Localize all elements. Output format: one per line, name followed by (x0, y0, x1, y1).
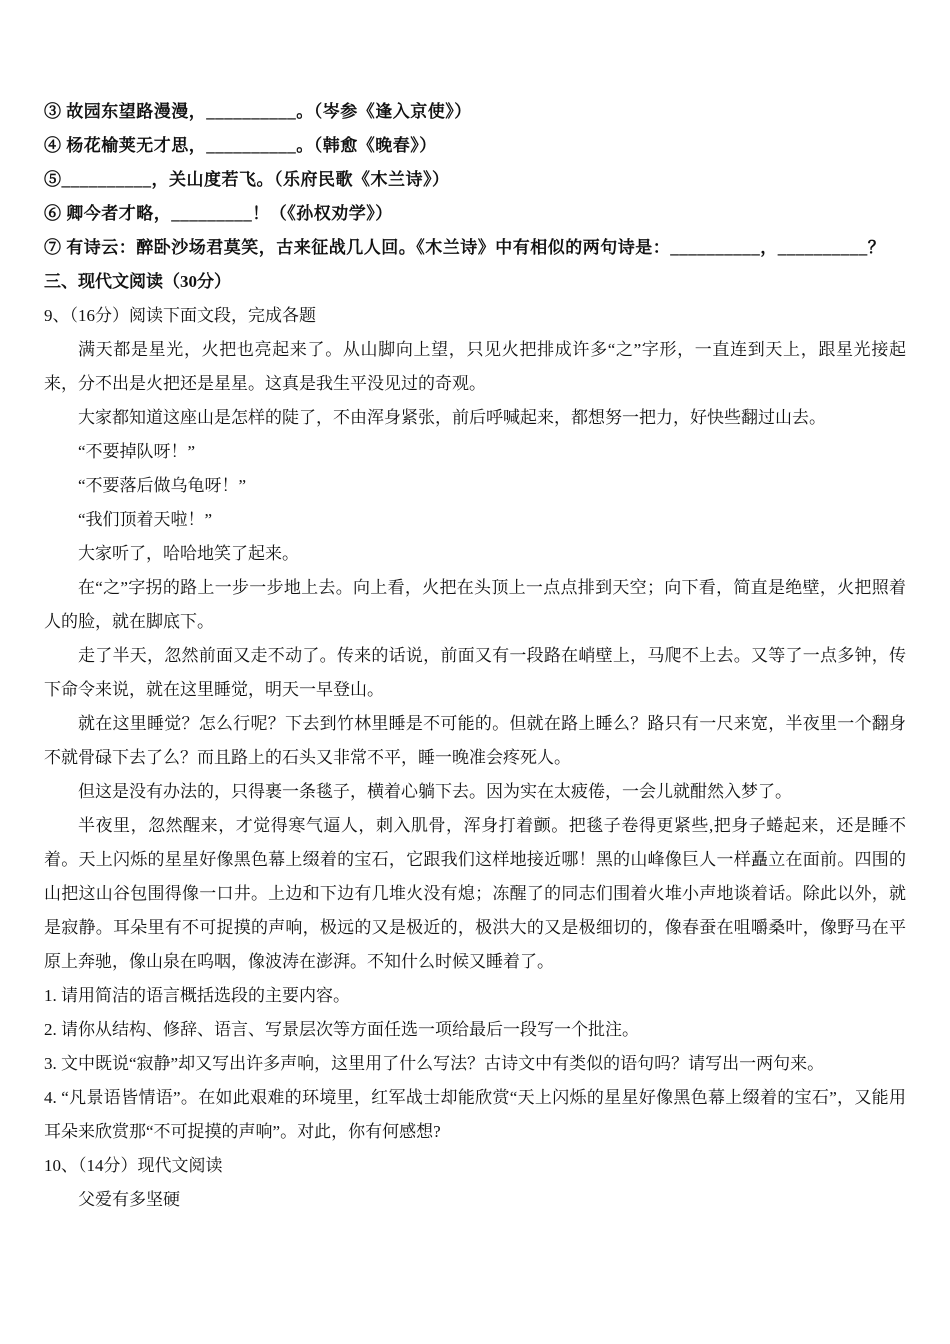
passage-paragraph: 但这是没有办法的，只得裹一条毯子，横着心躺下去。因为实在太疲倦，一会儿就酣然入梦了。 (78, 782, 792, 801)
fill-blank-item-4: ④ 杨花榆荚无才思，__________。（韩愈《晚春》） (44, 136, 437, 155)
section-heading-modern-reading: 三、现代文阅读（30分） (44, 272, 231, 291)
passage-dialogue-line: “不要掉队呀！” (78, 442, 196, 461)
question10-passage-title: 父爱有多坚硬 (78, 1190, 180, 1209)
question9-subquestion-2: 2. 请你从结构、修辞、语言、写景层次等方面任选一项给最后一段写一个批注。 (44, 1020, 639, 1039)
passage-paragraph: 大家听了，哈哈地笑了起来。 (78, 544, 299, 563)
passage-paragraph: 大家都知道这座山是怎样的陡了，不由浑身紧张，前后呼喊起来，都想努一把力，好快些翻过山去。 (78, 408, 826, 427)
fill-blank-item-5: ⑤__________，关山度若飞。（乐府民歌《木兰诗》） (44, 170, 450, 189)
question9-subquestion-4: 4. “凡景语皆情语”。在如此艰难的环境里，红军战士却能欣赏“天上闪烁的星星好像黑色幕上缀着的宝石”，又能用耳朵来欣赏那“不可捉摸的声响”。对此，你有何感想? (44, 1088, 906, 1141)
question9-header: 9、（16分）阅读下面文段，完成各题 (44, 306, 316, 325)
question10-header: 10、（14分）现代文阅读 (44, 1156, 223, 1175)
passage-dialogue-line: “我们顶着天啦！” (78, 510, 213, 529)
question9-subquestion-3: 3. 文中既说“寂静”却又写出许多声响，这里用了什么写法？古诗文中有类似的语句吗？请写出一两句来。 (44, 1054, 825, 1073)
fill-blank-item-7: ⑦ 有诗云：醉卧沙场君莫笑，古来征战几人回。《木兰诗》中有相似的两句诗是：__________，__________？ (44, 238, 886, 257)
fill-blank-item-6: ⑥ 卿今者才略，_________！（《孙权劝学》） (44, 204, 393, 223)
passage-paragraph: 走了半天，忽然前面又走不动了。传来的话说，前面又有一段路在峭壁上，马爬不上去。又等了一点多钟，传下命令来说，就在这里睡觉，明天一早登山。 (44, 646, 906, 699)
fill-blank-item-3: ③ 故园东望路漫漫，__________。（岑参《逢入京使》） (44, 102, 472, 121)
passage-paragraph: 在“之”字拐的路上一步一步地上去。向上看，火把在头顶上一点点排到天空；向下看，简直是绝壁，火把照着人的脸，就在脚底下。 (44, 578, 906, 631)
passage-dialogue-line: “不要落后做乌龟呀！” (78, 476, 247, 495)
question9-subquestion-1: 1. 请用简洁的语言概括选段的主要内容。 (44, 986, 350, 1005)
passage-paragraph: 满天都是星光，火把也亮起来了。从山脚向上望，只见火把排成许多“之”字形，一直连到天上，跟星光接起来，分不出是火把还是星星。这真是我生平没见过的奇观。 (44, 340, 906, 393)
passage-paragraph: 半夜里，忽然醒来，才觉得寒气逼人，刺入肌骨，浑身打着颤。把毯子卷得更紧些,把身子蜷起来，还是睡不着。天上闪烁的星星好像黑色幕上缀着的宝石，它跟我们这样地接近哪！黑的山峰像巨人一样矗立在面前。四围的山把这山谷包围得像一口井。上边和下边有几堆火没有熄；冻醒了的同志们围着火堆小声地谈着话。除此以外，就是寂静。耳朵里有不可捉摸的声响，极远的又是极近的，极洪大的又是极细切的，像春蚕在咀嚼桑叶，像野马在平原上奔驰，像山泉在呜咽，像波涛在澎湃。不知什么时候又睡着了。 (44, 816, 906, 971)
passage-paragraph: 就在这里睡觉？怎么行呢？下去到竹林里睡是不可能的。但就在路上睡么？路只有一尺来宽，半夜里一个翻身不就骨碌下去了么？而且路上的石头又非常不平，睡一晚准会疼死人。 (44, 714, 906, 767)
